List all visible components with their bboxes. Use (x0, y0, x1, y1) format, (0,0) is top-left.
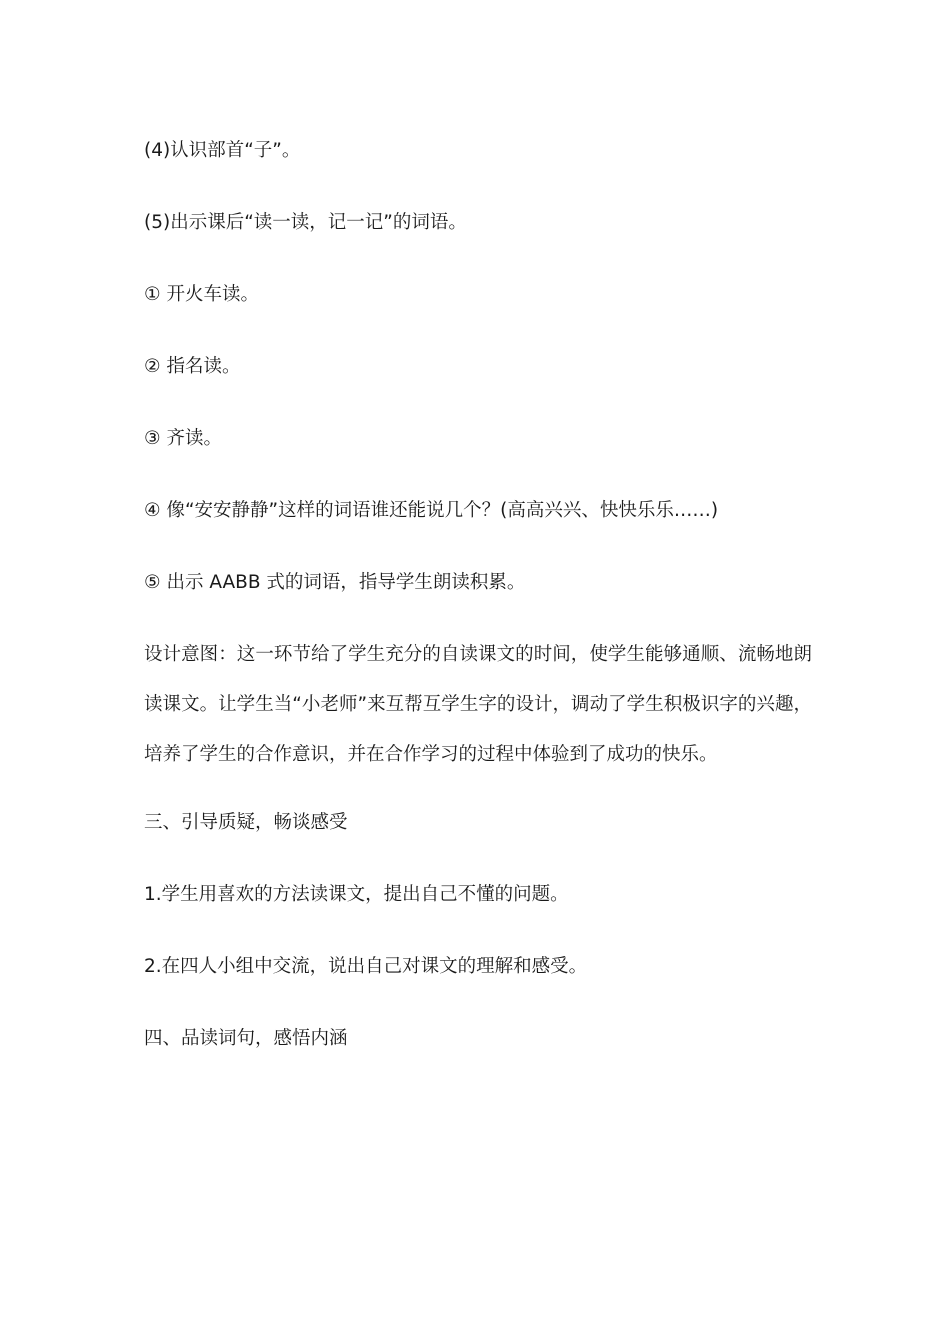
section-4-heading: 四、品读词句，感悟内涵 (144, 1028, 348, 1049)
design-intent-paragraph: 设计意图：这一环节给了学生充分的自读课文的时间，使学生能够通顺、流畅地朗读课文。让学生当“小老师”来互帮互学生字的设计，调动了学生积极识字的兴趣，培养了学生的合作意识，并在合作学习的过程中体验到了成功的快乐。 (144, 644, 812, 765)
list-item-group-reading: ③ 齐读。 (144, 428, 222, 449)
document-body (144, 132, 812, 1058)
list-item-named-reading: ② 指名读。 (144, 356, 241, 377)
step-5-show-words: (5)出示课后“读一读，记一记”的词语。 (144, 212, 467, 233)
list-item-similar-words: ④ 像“安安静静”这样的词语谁还能说几个？(高高兴兴、快快乐乐……) (144, 500, 719, 521)
list-item-aabb-words: ⑤ 出示 AABB 式的词语，指导学生朗读积累。 (144, 572, 526, 593)
step-4-radical: (4)认识部首“子”。 (144, 140, 301, 161)
section-3-item-1: 1.学生用喜欢的方法读课文，提出自己不懂的问题。 (144, 884, 569, 905)
section-3-heading: 三、引导质疑，畅谈感受 (144, 812, 348, 833)
list-item-train-reading: ① 开火车读。 (144, 284, 259, 305)
section-3-item-2: 2.在四人小组中交流，说出自己对课文的理解和感受。 (144, 956, 588, 977)
